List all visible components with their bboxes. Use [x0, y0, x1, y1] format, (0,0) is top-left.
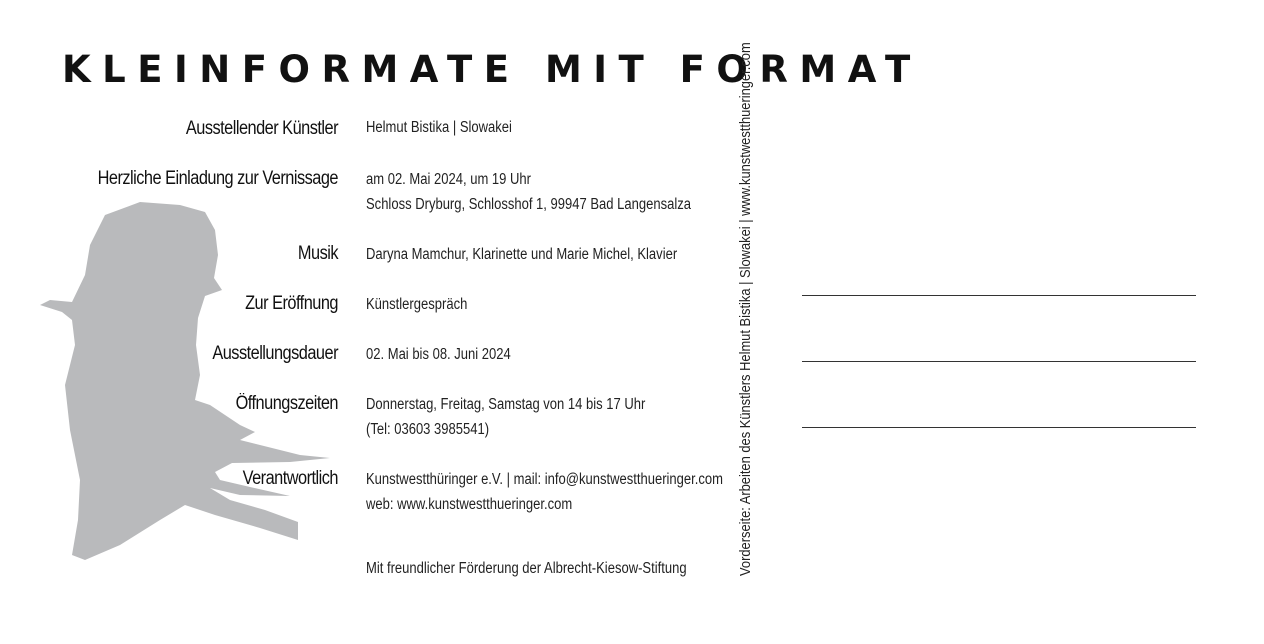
info-value: Kunstwestthüringer e.V. | mail: info@kunstwestthueringer.com web: www.kunstwestthueringer.com: [366, 471, 723, 513]
address-line: [802, 427, 1196, 428]
address-line: [802, 295, 1196, 296]
info-label: Ausstellungsdauer: [212, 343, 338, 364]
info-label: Ausstellender Künstler: [185, 118, 338, 139]
info-label: Musik: [297, 243, 338, 264]
vertical-caption: Vorderseite: Arbeiten des Künstlers Helmut Bistika | Slowakei | www.kunstwestthueringer.com: [737, 42, 754, 577]
info-label: Verantwortlich: [242, 468, 338, 489]
info-value: am 02. Mai 2024, um 19 Uhr Schloss Dryburg, Schlosshof 1, 99947 Bad Langensalza: [366, 171, 691, 213]
info-value: Helmut Bistika | Slowakei: [366, 119, 512, 136]
info-value: Künstlergespräch: [366, 296, 468, 313]
sponsor-note: Mit freundlicher Förderung der Albrecht-Kiesow-Stiftung: [366, 560, 687, 577]
info-value: 02. Mai bis 08. Juni 2024: [366, 346, 511, 363]
page-title: KLEINFORMATE MIT FORMAT: [62, 48, 922, 91]
info-label: Herzliche Einladung zur Vernissage: [97, 168, 339, 189]
address-line: [802, 361, 1196, 362]
info-value: Daryna Mamchur, Klarinette und Marie Michel, Klavier: [366, 246, 678, 263]
info-label: Zur Eröffnung: [245, 293, 338, 314]
info-label: Öffnungszeiten: [235, 393, 338, 414]
info-value: Donnerstag, Freitag, Samstag von 14 bis 17 Uhr (Tel: 03603 3985541): [366, 396, 646, 438]
